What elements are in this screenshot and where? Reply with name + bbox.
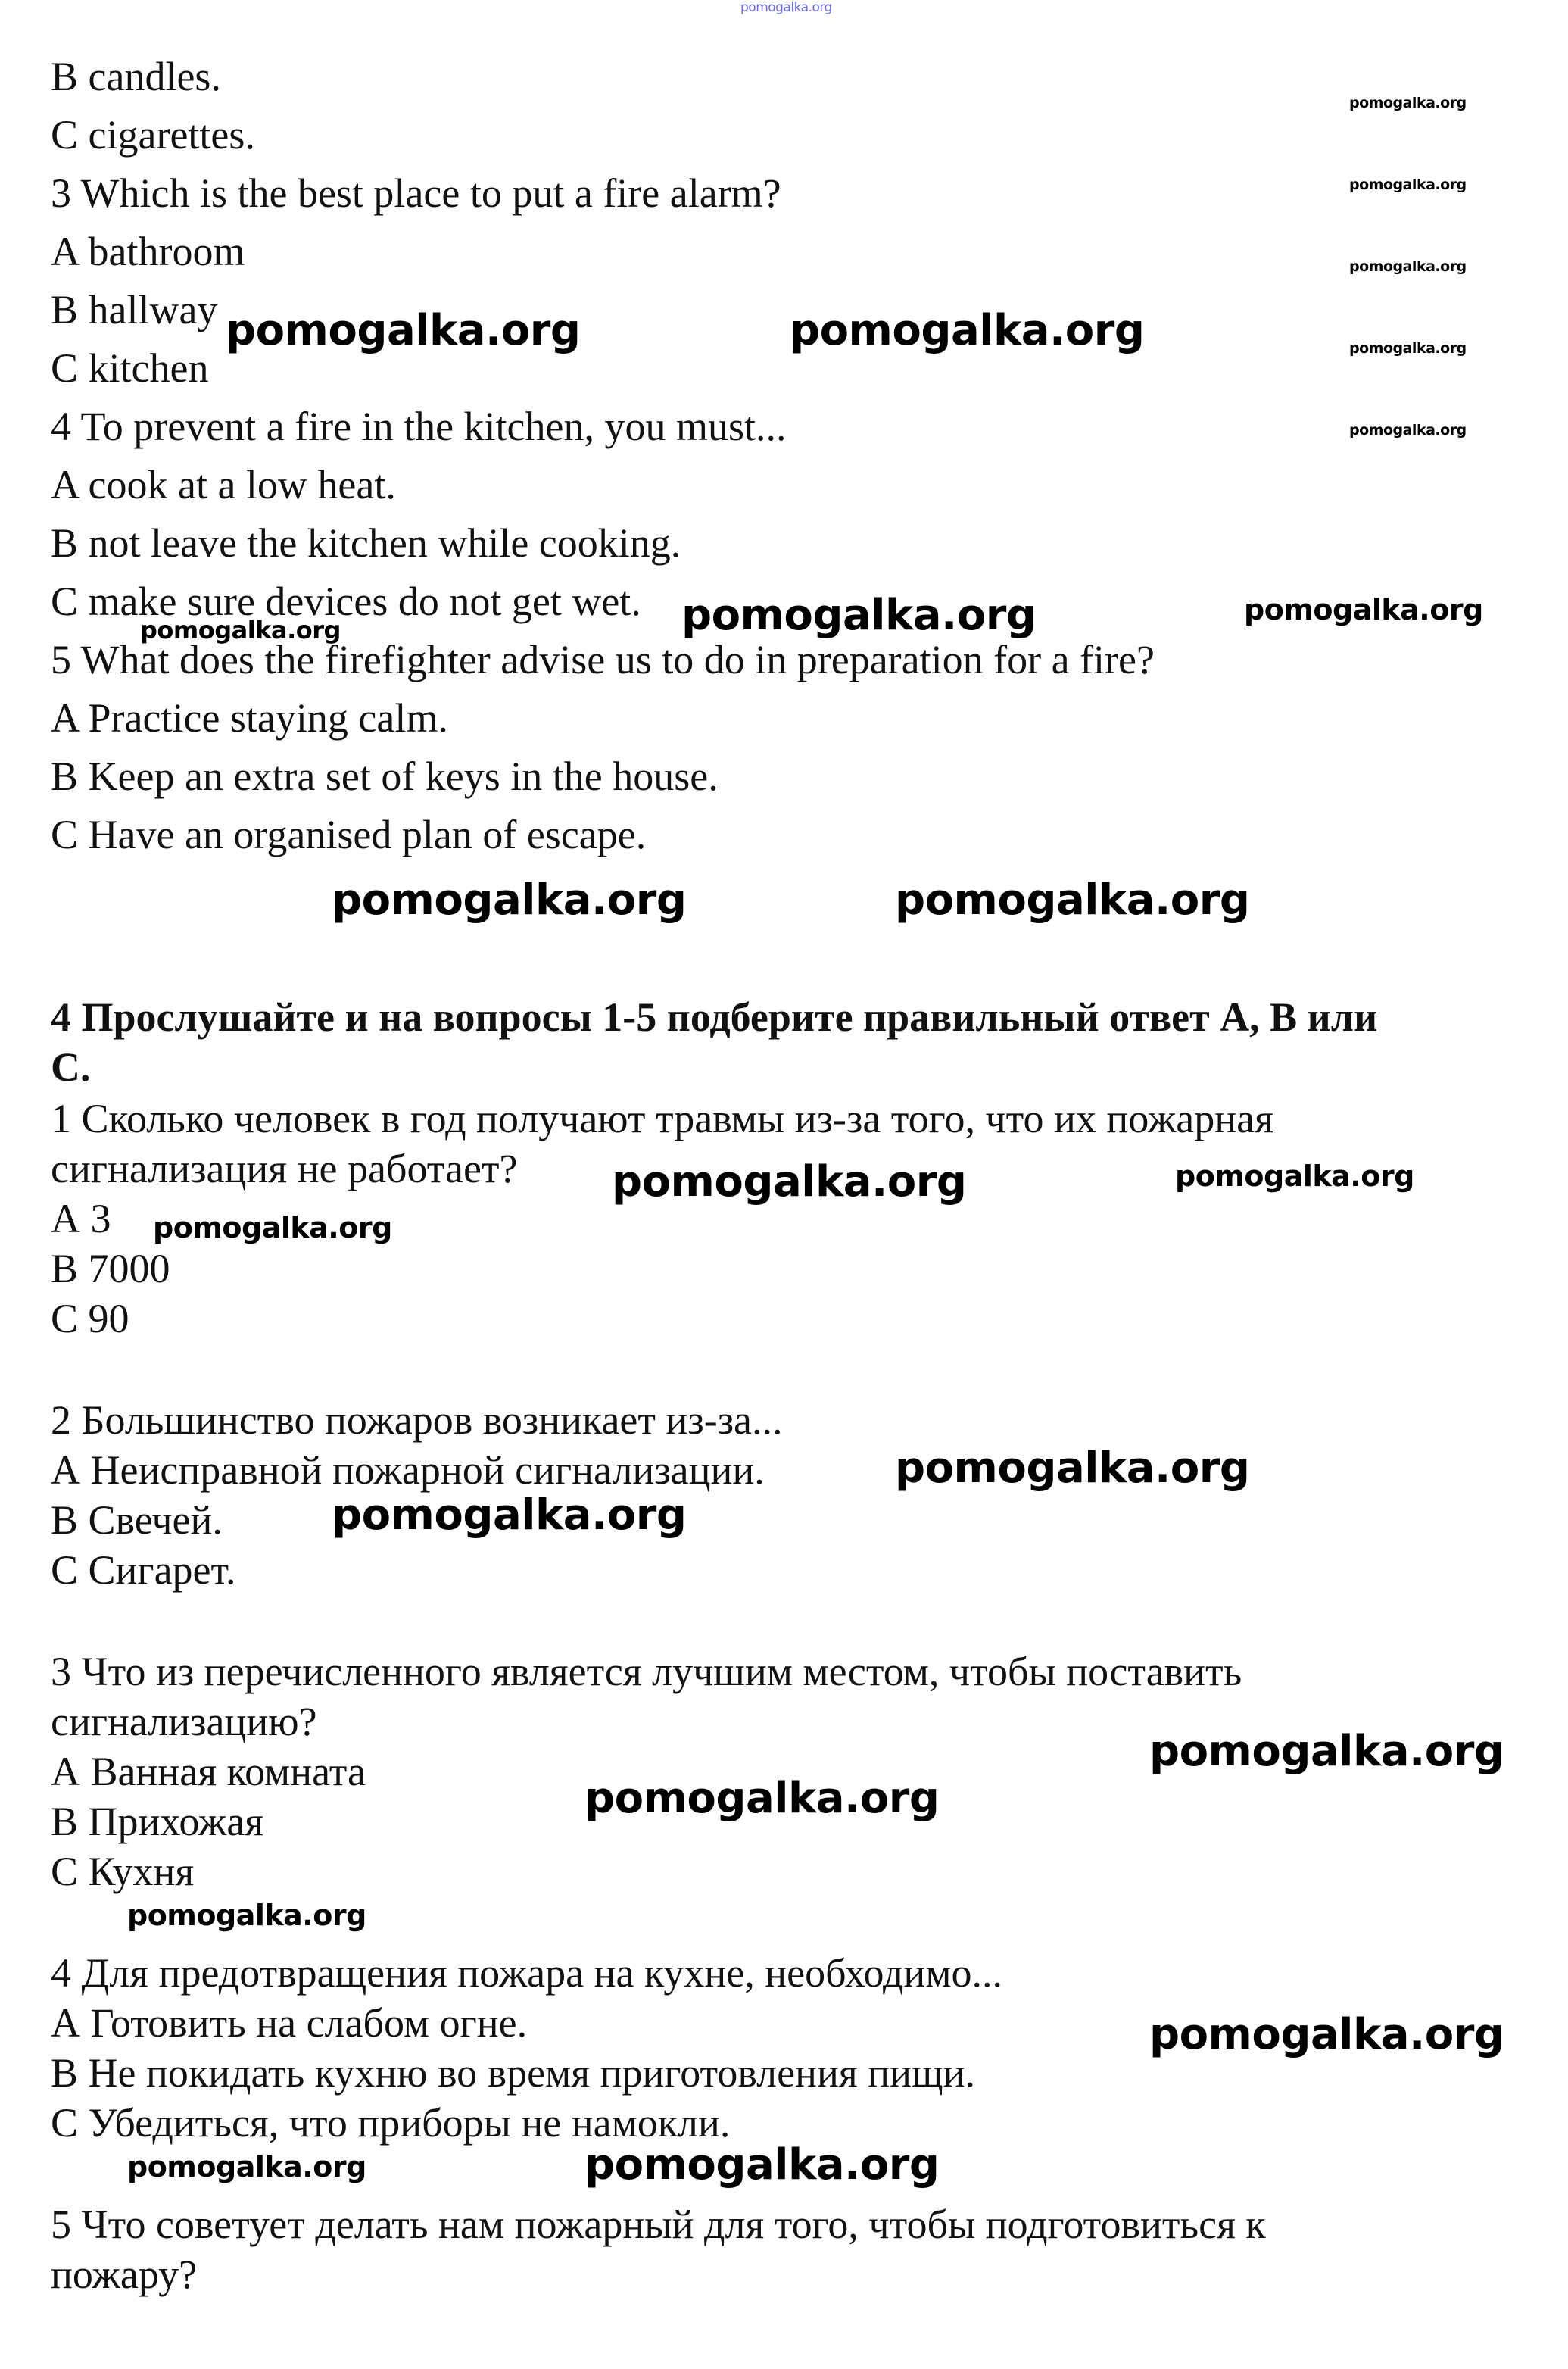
ru-option-c-2: С Сигарет. [51,1547,236,1593]
watermark: pomogalka.org [895,1444,1250,1493]
watermark: pomogalka.org [153,1211,392,1244]
option-c-devices: C make sure devices do not get wet. [51,579,641,624]
ru-question-2: 2 Большинство пожаров возникает из-за... [51,1397,783,1443]
watermark: pomogalka.org [1175,1160,1414,1193]
section-heading: 4 Прослушайте и на вопросы 1-5 подберите правильный ответ А, В или [51,994,1378,1040]
watermark: pomogalka.org [1349,422,1467,439]
watermark: pomogalka.org [584,1774,940,1823]
option-a-calm: A Practice staying calm. [51,695,448,741]
option-a-bathroom: A bathroom [51,229,245,274]
watermark: pomogalka.org [895,876,1250,925]
watermark: pomogalka.org [332,876,687,925]
question-4: 4 To prevent a fire in the kitchen, you must... [51,404,787,449]
option-b-keys: B Keep an extra set of keys in the house. [51,754,719,799]
ru-question-1-cont: сигнализация не работает? [51,1146,518,1191]
ru-question-5: 5 Что советует делать нам пожарный для того, чтобы подготовиться к [51,2202,1266,2247]
watermark: pomogalka.org [1149,1727,1504,1776]
option-c-cigarettes: C cigarettes. [51,112,255,158]
watermark: pomogalka.org [127,2150,366,2183]
option-c-kitchen: C kitchen [51,345,209,391]
ru-option-a-3: А Ванная комната [51,1749,366,1794]
watermark: pomogalka.org [681,591,1037,640]
watermark: pomogalka.org [1349,258,1467,275]
watermark: pomogalka.org [226,306,581,355]
watermark: pomogalka.org [332,1490,687,1540]
option-b-candles: B candles. [51,54,221,99]
section-heading-cont: С. [51,1044,91,1090]
watermark: pomogalka.org [584,2140,940,2190]
ru-option-c-1: С 90 [51,1296,129,1341]
watermark-top: pomogalka.org [740,0,832,15]
watermark: pomogalka.org [1244,593,1483,626]
option-b-hallway: B hallway [51,287,218,332]
question-5: 5 What does the firefighter advise us to do in preparation for a fire? [51,637,1155,682]
ru-option-b-2: В Свечей. [51,1497,223,1543]
ru-option-c-4: С Убедиться, что приборы не намокли. [51,2100,731,2146]
option-a-low-heat: A cook at a low heat. [51,462,396,507]
watermark: pomogalka.org [127,1899,366,1932]
ru-option-a-4: А Готовить на слабом огне. [51,2000,528,2046]
ru-question-5-cont: пожару? [51,2252,198,2297]
watermark: pomogalka.org [1349,340,1467,357]
ru-option-b-1: В 7000 [51,1246,170,1291]
watermark: pomogalka.org [1149,2010,1504,2059]
ru-option-c-3: С Кухня [51,1849,195,1894]
ru-option-b-3: В Прихожая [51,1799,264,1844]
watermark: pomogalka.org [140,616,341,645]
ru-option-b-4: В Не покидать кухню во время приготовления пищи. [51,2050,975,2096]
watermark: pomogalka.org [1349,95,1467,111]
ru-question-4: 4 Для предотвращения пожара на кухне, необходимо... [51,1950,1003,1996]
ru-question-3: 3 Что из перечисленного является лучшим местом, чтобы поставить [51,1649,1242,1694]
watermark: pomogalka.org [612,1157,967,1206]
watermark: pomogalka.org [790,306,1145,355]
ru-option-a-1: А 3 [51,1196,111,1241]
question-3: 3 Which is the best place to put a fire alarm? [51,170,781,216]
ru-question-3-cont: сигнализацию? [51,1699,317,1744]
option-b-not-leave: B not leave the kitchen while cooking. [51,520,681,566]
watermark: pomogalka.org [1349,176,1467,193]
ru-question-1: 1 Сколько человек в год получают травмы из-за того, что их пожарная [51,1096,1273,1141]
option-c-plan: C Have an organised plan of escape. [51,812,647,857]
ru-option-a-2: А Неисправной пожарной сигнализации. [51,1447,765,1493]
